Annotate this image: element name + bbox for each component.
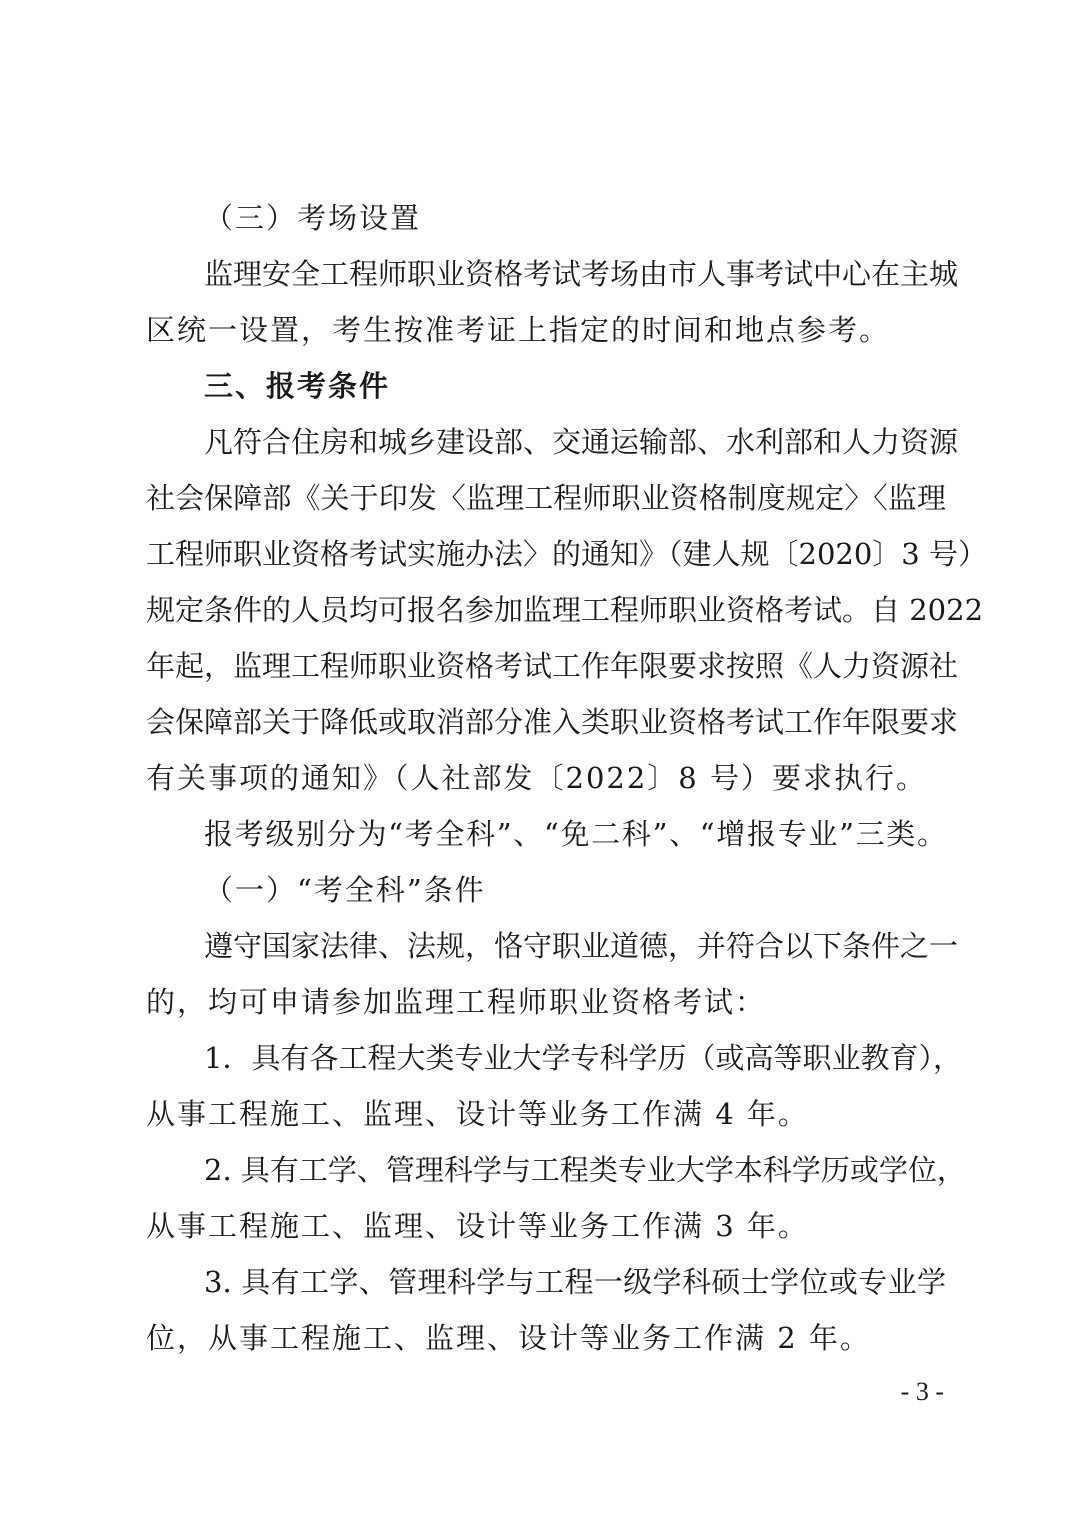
paragraph-line: 2. 具有工学、管理科学与工程类专业大学本科学历或学位， (204, 1153, 966, 1187)
exam-levels-paragraph (146, 806, 946, 862)
paragraph-line: 凡符合住房和城乡建设部、交通运输部、水利部和人力资源 (204, 425, 959, 459)
paragraph-line: 报考级别分为“考全科”、“免二科”、“增报专业”三类。 (204, 817, 946, 851)
paragraph-line: 规定条件的人员均可报名参加监理工程师职业资格考试。自 2022 (146, 593, 984, 627)
paragraph-line: 从事工程施工、监理、设计等业务工作满 4 年。 (146, 1097, 809, 1131)
full-subjects-heading: （一）“考全科”条件 (204, 873, 486, 907)
paragraph-line: 会保障部关于降低或取消部分准入类职业资格考试工作年限要求 (146, 705, 959, 739)
exam-venue-paragraph (146, 246, 959, 358)
condition-item-2 (146, 1142, 966, 1254)
conditions-heading: 三、报考条件 (204, 369, 391, 403)
conditions-intro-paragraph (146, 414, 987, 806)
paragraph-line: 3. 具有工学、管理科学与工程一级学科硕士学位或专业学 (204, 1265, 946, 1299)
paragraph-line: 位，从事工程施工、监理、设计等业务工作满 2 年。 (146, 1321, 871, 1355)
paragraph-line: 1．具有各工程大类专业大学专科学历（或高等职业教育）， (204, 1041, 962, 1075)
condition-item-1 (146, 1030, 962, 1142)
exam-venue-heading: （三）考场设置 (204, 201, 422, 235)
paragraph-line: 监理安全工程师职业资格考试考场由市人事考试中心在主城 (204, 257, 959, 291)
paragraph-line: 从事工程施工、监理、设计等业务工作满 3 年。 (146, 1209, 809, 1243)
paragraph-line: 有关事项的通知》（人社部发〔2022〕8 号）要求执行。 (146, 761, 927, 795)
document-body (146, 190, 987, 1366)
full-subjects-intro-paragraph (146, 918, 959, 1030)
paragraph-line: 的，均可申请参加监理工程师职业资格考试： (146, 985, 767, 1019)
paragraph-line: 年起，监理工程师职业资格考试工作年限要求按照《人力资源社 (146, 649, 959, 683)
condition-item-3 (146, 1254, 946, 1366)
page-number: - 3 - (900, 1377, 944, 1406)
paragraph-line: 遵守国家法律、法规，恪守职业道德，并符合以下条件之一 (204, 929, 959, 963)
paragraph-line: 区统一设置，考生按准考证上指定的时间和地点参考。 (146, 313, 891, 347)
paragraph-line: 社会保障部《关于印发〈监理工程师职业资格制度规定〉〈监理 (146, 481, 946, 515)
paragraph-line: 工程师职业资格考试实施办法〉的通知》（建人规〔2020〕3 号） (146, 537, 987, 571)
